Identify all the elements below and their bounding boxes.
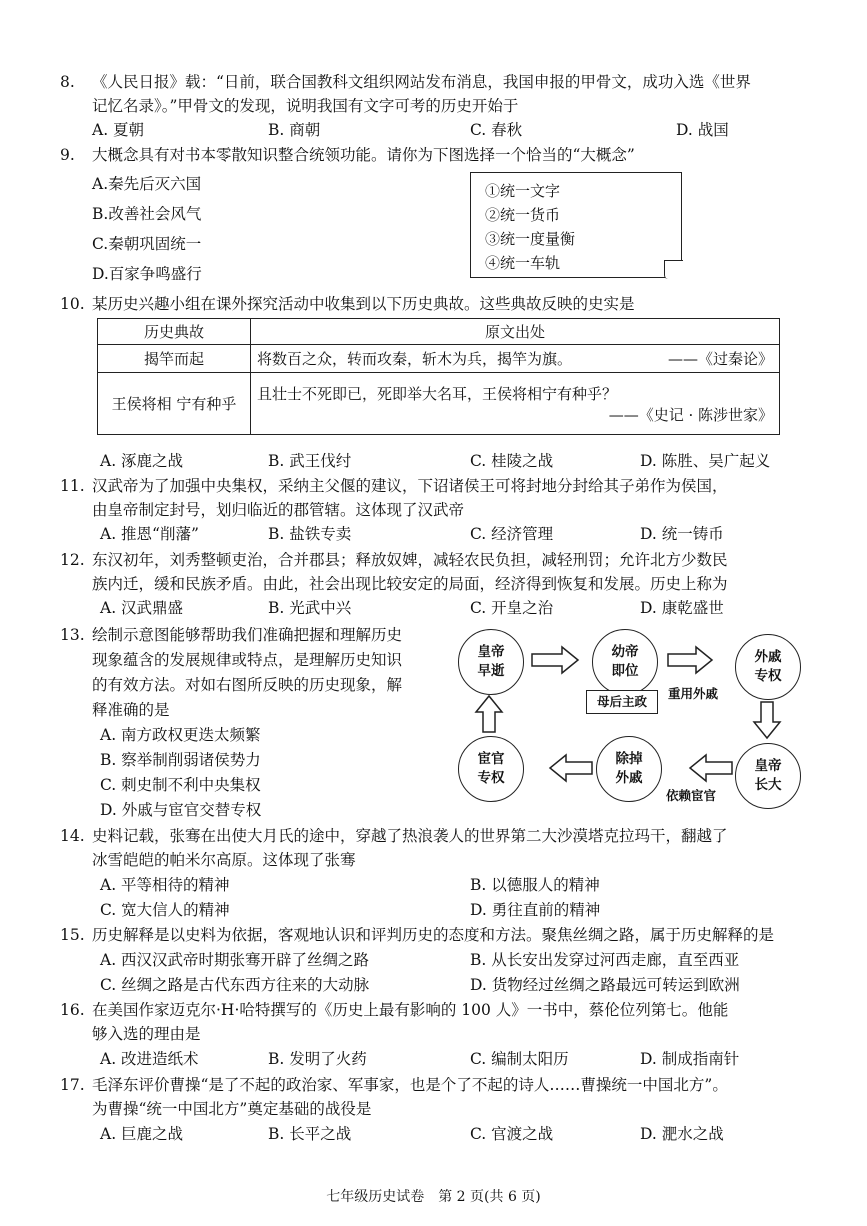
node-text: 除掉 <box>615 751 643 767</box>
node-text: 幼帝 <box>611 644 639 660</box>
q9-stem: 大概念具有对书本零散知识整合统领功能。请你为下图选择一个恰当的“大概念” <box>92 146 635 164</box>
node-text: 早逝 <box>477 663 505 679</box>
q12-option-b: B. 光武中兴 <box>268 599 352 617</box>
q17-option-b: B. 长平之战 <box>268 1125 352 1143</box>
table-header-source: 原文出处 <box>251 319 780 345</box>
q12-option-d: D. 康乾盛世 <box>640 599 724 617</box>
node-text: 宦官 <box>477 751 505 767</box>
q12-option-a: A. 汉武鼎盛 <box>100 599 184 617</box>
q15-option-a: A. 西汉汉武帝时期张骞开辟了丝绸之路 <box>100 951 370 969</box>
q8-option-d: D. 战国 <box>676 121 729 139</box>
q13-stem-line1: 绘制示意图能够帮助我们准确把握和理解历史 <box>92 626 403 644</box>
arrow-left-icon <box>550 755 592 781</box>
node-text: 长大 <box>754 777 782 793</box>
q12-stem-line2: 族内迁，缓和民族矛盾。由此，社会出现比较安定的局面，经济得到恢复和发展。历史上称为 <box>92 575 728 593</box>
q16-option-c: C. 编制太阳历 <box>470 1050 569 1068</box>
q8-stem-line2: 记忆名录》。”甲骨文的发现，说明我国有文字可考的历史开始于 <box>92 97 519 115</box>
q14-option-c: C. 宽大信人的精神 <box>100 901 230 919</box>
quote-source: ——《史记 · 陈涉世家》 <box>608 405 773 424</box>
q14-number: 14. <box>60 827 85 845</box>
q13-stem-line2: 现象蕴含的发展规律或特点，是理解历史知识 <box>92 651 403 669</box>
q11-stem-line2: 由皇帝制定封号，划归临近的郡管辖。这体现了汉武帝 <box>92 501 465 519</box>
arrow-down-icon <box>754 702 780 738</box>
q16-option-b: B. 发明了火药 <box>268 1050 367 1068</box>
label-rely-on-consort: 重用外戚 <box>668 686 719 701</box>
q16-number: 16. <box>60 1001 85 1019</box>
q13-option-a: A. 南方政权更迭太频繁 <box>100 726 261 744</box>
q17-stem-line1: 毛泽东评价曹操“是了不起的政治家、军事家，也是个了不起的诗人……曹操统一中国北方”。 <box>92 1076 728 1094</box>
node-eunuch-power <box>458 736 524 802</box>
q16-option-a: A. 改进造纸术 <box>100 1050 199 1068</box>
arrow-right-icon <box>532 647 578 673</box>
q15-number: 15. <box>60 926 85 944</box>
q13-option-d: D. 外戚与宦官交替专权 <box>100 801 262 819</box>
q17-option-d: D. 淝水之战 <box>640 1125 724 1143</box>
table-cell-story: 揭竿而起 <box>98 345 251 373</box>
q16-stem-line1: 在美国作家迈克尔·H·哈特撰写的《历史上最有影响的 100 人》一书中，蔡伦位列第七。他能 <box>92 1001 729 1019</box>
node-text: 即位 <box>611 663 639 679</box>
quote-source: ——《过秦论》 <box>667 350 773 368</box>
q14-option-d: D. 勇往直前的精神 <box>470 901 601 919</box>
q17-stem-line2: 为曹操“统一中国北方”奠定基础的战役是 <box>92 1100 372 1118</box>
empress-dowager-box: 母后主政 <box>586 690 658 714</box>
label-rely-on-eunuch: 依赖宦官 <box>666 788 717 803</box>
q12-number: 12. <box>60 551 85 569</box>
q15-option-b: B. 从长安出发穿过河西走廊，直至西亚 <box>470 951 740 969</box>
q17-number: 17. <box>60 1076 85 1094</box>
note-item-2: ②统一货币 <box>485 206 561 224</box>
q15-option-d: D. 货物经过丝绸之路最远可转运到欧洲 <box>470 976 740 994</box>
q11-number: 11. <box>60 477 85 495</box>
q15-stem: 历史解释是以史料为依据，客观地认识和评判历史的态度和方法。聚焦丝绸之路，属于历史解释的是 <box>92 926 775 944</box>
q13-stem-line3: 的有效方法。对如右图所反映的历史现象，解 <box>92 676 403 694</box>
q13-option-c: C. 刺史制不利中央集权 <box>100 776 261 794</box>
q13-option-b: B. 察举制削弱诸侯势力 <box>100 751 261 769</box>
table-header-story: 历史典故 <box>98 319 251 345</box>
q9-option-d: D.百家争鸣盛行 <box>92 265 202 283</box>
node-young-emperor <box>592 629 658 695</box>
q8-option-c: C. 春秋 <box>470 121 523 139</box>
arrow-up-icon <box>476 696 502 732</box>
q14-option-a: A. 平等相待的精神 <box>100 876 230 894</box>
q16-stem-line2: 够入选的理由是 <box>92 1025 201 1043</box>
q11-option-d: D. 统一铸币 <box>640 525 724 543</box>
table-cell-story: 王侯将相 宁有种乎 <box>98 373 251 435</box>
q8-option-b: B. 商朝 <box>268 121 321 139</box>
node-emperor-early-death <box>458 629 524 695</box>
note-item-1: ①统一文字 <box>485 182 561 200</box>
q14-stem-line2: 冰雪皑皑的帕米尔高原。这体现了张骞 <box>92 851 356 869</box>
q11-stem-line1: 汉武帝为了加强中央集权，采纳主父偃的建议，下诏诸侯王可将封地分封给其子弟作为侯国， <box>92 477 728 495</box>
q9-option-b: B.改善社会风气 <box>92 205 202 223</box>
q8-stem-line1: 《人民日报》载：“日前，联合国教科文组织网站发布消息，我国申报的甲骨文，成功入选《世界 <box>92 73 751 91</box>
q10-stem: 某历史兴趣小组在课外探究活动中收集到以下历史典故。这些典故反映的史实是 <box>92 295 635 313</box>
q12-option-c: C. 开皇之治 <box>470 599 554 617</box>
arrow-left-icon <box>690 755 732 781</box>
q11-option-b: B. 盐铁专卖 <box>268 525 352 543</box>
q14-option-b: B. 以德服人的精神 <box>470 876 600 894</box>
q9-number: 9. <box>60 146 75 164</box>
q14-stem-line1: 史料记载，张骞在出使大月氏的途中，穿越了热浪袭人的世界第二大沙漠塔克拉玛干，翻越了 <box>92 827 728 845</box>
arrow-right-icon <box>668 647 712 673</box>
q13-number: 13. <box>60 626 85 644</box>
q9-option-c: C.秦朝巩固统一 <box>92 235 202 253</box>
node-text: 外戚 <box>754 649 782 665</box>
q15-option-c: C. 丝绸之路是古代东西方往来的大动脉 <box>100 976 370 994</box>
node-text: 专权 <box>754 668 782 684</box>
q11-option-a: A. 推恩“削藩” <box>100 525 199 543</box>
q8-option-a: A. 夏朝 <box>92 121 145 139</box>
q17-option-a: A. 巨鹿之战 <box>100 1125 184 1143</box>
q11-option-c: C. 经济管理 <box>470 525 554 543</box>
q8-number: 8. <box>60 73 75 91</box>
page-footer: 七年级历史试卷 第 2 页(共 6 页) <box>326 1189 541 1205</box>
q9-option-a: A.秦先后灭六国 <box>92 175 202 193</box>
q10-option-a: A. 涿鹿之战 <box>100 452 184 470</box>
q13-stem-line4: 释准确的是 <box>92 701 170 719</box>
node-consort-clan-power <box>735 634 801 700</box>
q10-option-d: D. 陈胜、吴广起义 <box>640 452 771 470</box>
node-text: 皇帝 <box>754 758 782 774</box>
q10-option-b: B. 武王伐纣 <box>268 452 352 470</box>
node-text: 外戚 <box>615 770 643 786</box>
node-text: 皇帝 <box>477 644 505 660</box>
note-item-3: ③统一度量衡 <box>485 230 576 248</box>
node-text: 专权 <box>477 770 505 786</box>
q17-option-c: C. 官渡之战 <box>470 1125 554 1143</box>
q10-number: 10. <box>60 295 85 313</box>
q16-option-d: D. 制成指南针 <box>640 1050 740 1068</box>
q12-stem-line1: 东汉初年，刘秀整顿吏治，合并郡县；释放奴婢，减轻农民负担，减轻刑罚；允许北方少数民 <box>92 551 728 569</box>
node-remove-consort-clan <box>596 736 662 802</box>
quote-text: 将数百之众，转而攻秦，斩木为兵，揭竿为旗。 <box>257 350 573 368</box>
q10-option-c: C. 桂陵之战 <box>470 452 554 470</box>
note-item-4: ④统一车轨 <box>485 254 561 272</box>
node-emperor-grows-up <box>735 743 801 809</box>
quote-text: 且壮士不死即已，死即举大名耳，王侯将相宁有种乎？ <box>257 384 618 403</box>
